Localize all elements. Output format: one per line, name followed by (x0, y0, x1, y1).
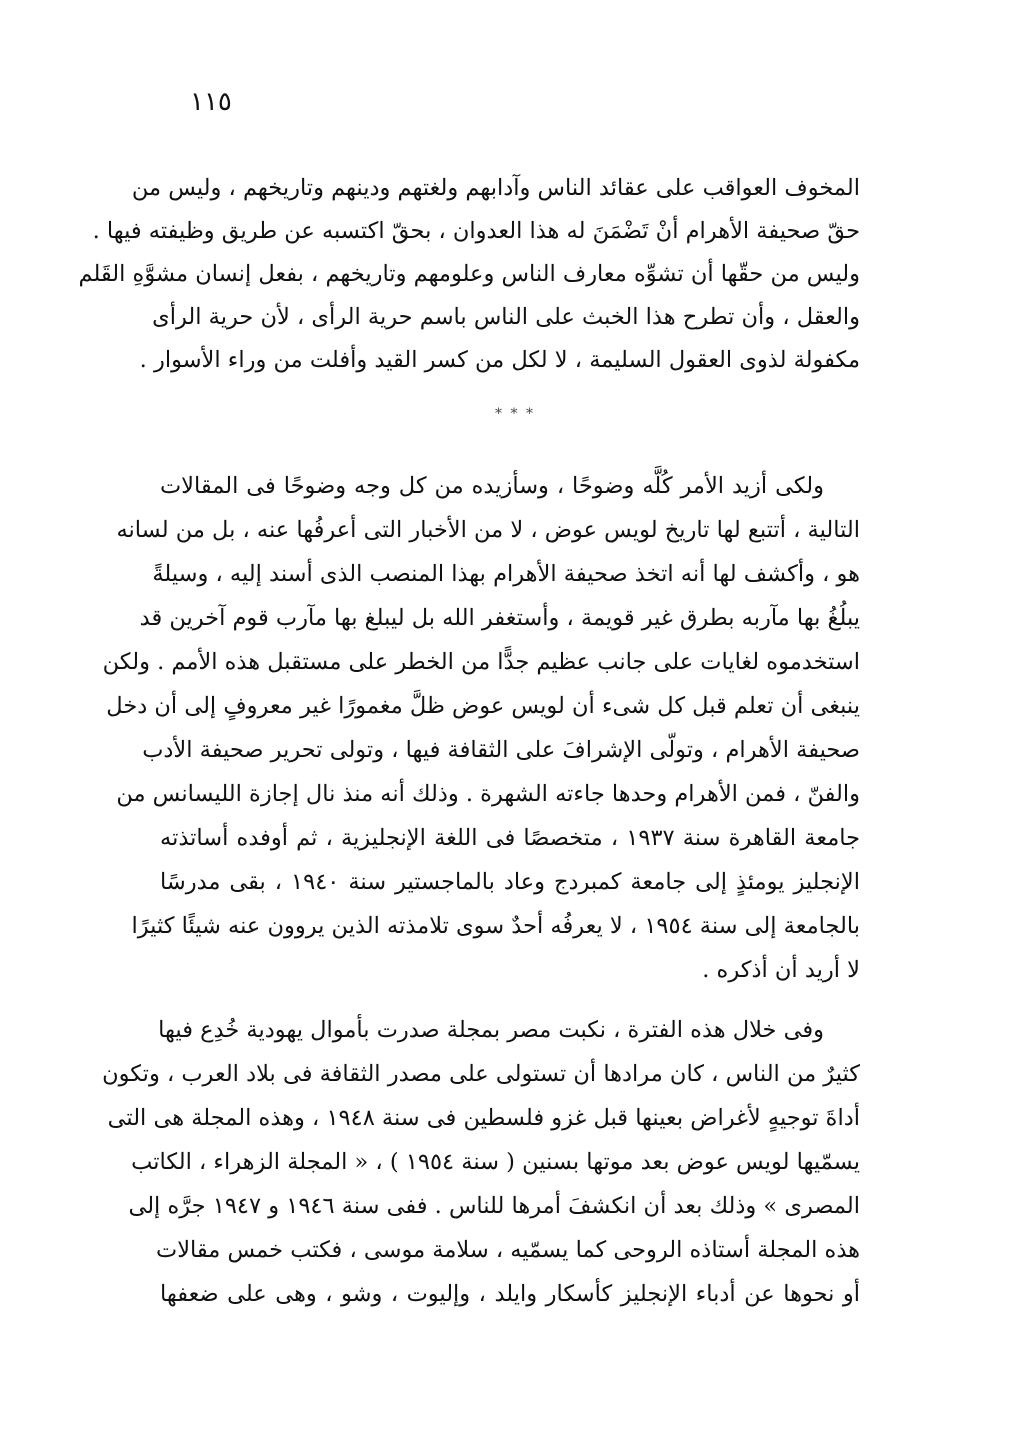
text-line: أو نحوها عن أدباء الإنجليز كأسكار وايلد ، وإليوت ، وشو ، وهى على ضعفها (160, 1281, 860, 1307)
text-line: التالية ، أتتبع لها تاريخ لويس عوض ، لا من الأخبار التى أعرفُها عنه ، بل من لسانه (116, 517, 860, 543)
text-line: بالجامعة إلى سنة ١٩٥٤ ، لا يعرفُه أحدٌ سوى تلامذته الذين يروون عنه شيئًا كثيرًا (131, 913, 860, 939)
text-line: حقّ صحيفة الأهرام أنْ تَضْمَنَ له هذا العدوان ، بحقّ اكتسبه عن طريق وظيفته فيها . (92, 218, 860, 244)
text-line: لا أريد أن أذكره . (702, 957, 860, 983)
text-line: وليس من حقّها أن تشوِّه معارف الناس وعلومهم وتاريخهم ، بفعل إنسان مشوَّهِ القَلم (78, 261, 860, 287)
text-line: يسمّيها لويس عوض بعد موتها بسنين ( سنة ١٩٥٤ ) ، « المجلة الزهراء ، الكاتب (131, 1149, 860, 1175)
text-line: المخوف العواقب على عقائد الناس وآدابهم ولغتهم ودينهم وتاريخهم ، وليس من (131, 175, 860, 201)
text-line: ولكى أزيد الأمر كُلَّه وضوحًا ، وسأزيده من كل وجه وضوحًا فى المقالات (160, 473, 824, 499)
text-line: يبلُغُ بها مآربه بطرق غير قويمة ، وأستغفر الله بل ليبلغ بها مآرب قوم آخرين قد (139, 605, 860, 631)
text-line: هو ، وأكشف لها أنه اتخذ صحيفة الأهرام بهذا المنصب الذى أسند إليه ، وسيلةً (152, 561, 860, 587)
text-line: كثيرٌ من الناس ، كان مرادها أن تستولى على مصدر الثقافة فى بلاد العرب ، وتكون (102, 1061, 860, 1087)
text-line: صحيفة الأهرام ، وتولّى الإشرافَ على الثقافة فيها ، وتولى تحرير صحيفة الأدب (142, 737, 860, 763)
text-line: جامعة القاهرة سنة ١٩٣٧ ، متخصصًا فى اللغة الإنجليزية ، ثم أوفده أساتذته (160, 825, 861, 851)
text-line: هذه المجلة أستاذه الروحى كما يسمّيه ، سلامة موسى ، فكتب خمس مقالات (156, 1237, 860, 1263)
text-line: أداةَ توجيهٍ لأغراض بعينها قبل غزو فلسطين فى سنة ١٩٤٨ ، وهذه المجلة هى التى (107, 1105, 860, 1131)
text-line: الإنجليز يومئذٍ إلى جامعة كمبردج وعاد بالماجستير سنة ١٩٤٠ ، بقى مدرسًا (160, 869, 860, 895)
page-number: ١١٥ (190, 87, 232, 117)
text-line: المصرى » وذلك بعد أن انكشفَ أمرها للناس . ففى سنة ١٩٤٦ و ١٩٤٧ جرَّه إلى (128, 1193, 860, 1219)
text-line: مكفولة لذوى العقول السليمة ، لا لكل من كسر القيد وأفلت من وراء الأسوار . (139, 347, 860, 373)
text-line: والفنّ ، فمن الأهرام وحدها جاءته الشهرة . وذلك أنه منذ نال إجازة الليسانس من (116, 781, 860, 807)
text-line: والعقل ، وأن تطرح هذا الخبث على الناس باسم حرية الرأى ، لأن حرية الرأى (152, 304, 860, 330)
section-separator: * * * (495, 406, 535, 422)
text-line: ينبغى أن تعلم قبل كل شىء أن لويس عوض ظلَّ مغمورًا غير معروفٍ إلى أن دخل (106, 693, 860, 719)
text-line: استخدموه لغايات على جانب عظيم جدًّا من الخطر على مستقبل هذه الأمم . ولكن (102, 649, 860, 675)
text-line: وفى خلال هذه الفترة ، نكبت مصر بمجلة صدرت بأموال يهودية خُدِع فيها (158, 1017, 824, 1043)
